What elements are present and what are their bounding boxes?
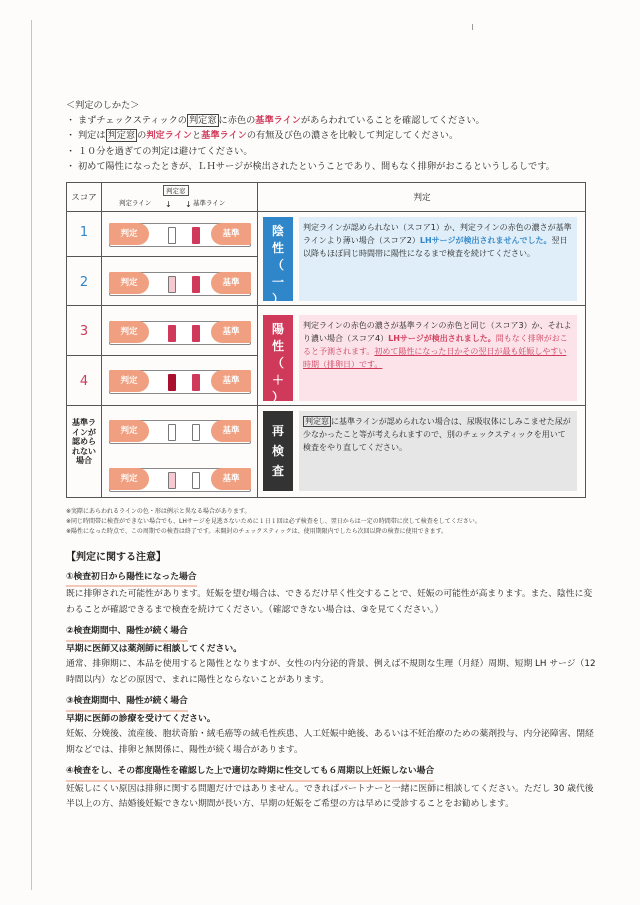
strip-judge-label: 判定 bbox=[109, 370, 149, 392]
positive-ovulation-note: 初めて陽性になった日かその翌日が最も妊娠しやすい時期（排卵日）です。 bbox=[303, 347, 567, 369]
judge-line-keyword: 判定ライン bbox=[146, 130, 192, 142]
left-margin-line bbox=[31, 20, 32, 890]
badge-char: 再 bbox=[271, 424, 284, 438]
base-line-keyword: 基準ライン bbox=[201, 130, 247, 142]
badge-char: ） bbox=[271, 390, 284, 404]
intro-text: に赤色の bbox=[218, 115, 256, 127]
negative-result: LHサージが検出されませんでした。 bbox=[419, 236, 552, 245]
caution-2-subheading: 早期に医師又は薬剤師に相談してください。 bbox=[66, 643, 242, 654]
intro-text: の有無及び色の濃さを比較して判定してください。 bbox=[246, 130, 459, 142]
badge-char: 査 bbox=[271, 464, 284, 478]
positive-prediction: 間もなく排卵がおこると予測されます。 bbox=[303, 334, 568, 356]
table-divider bbox=[257, 183, 258, 497]
footnote: ※実際にあらわれるラインの色・形は例示と異なる場合があります。 bbox=[66, 508, 251, 515]
retest-badge bbox=[263, 411, 293, 491]
intro-item-2: ・ 判定は 判定窓 の判定ラインと基準ラインの有無及び色の濃さを比較して判定してください。 bbox=[66, 130, 459, 142]
score-4: 4 bbox=[79, 374, 89, 389]
intro-heading: ＜判定のしかた＞ bbox=[66, 100, 140, 111]
caution-1-heading: ①検査初日から陽性になった場合 bbox=[66, 570, 197, 588]
intro-text: 初めて陽性になったときが、ＬＨサージが検出されたということであり、間もなく排卵がおこるというしるしです。 bbox=[78, 160, 555, 172]
caution-3-heading: ③検査期間中、陽性が続く場合 bbox=[66, 694, 188, 712]
base-line-keyword: 基準ライン bbox=[255, 115, 301, 127]
intro-text: まずチェックスティックの bbox=[78, 115, 187, 127]
score-2: 2 bbox=[79, 275, 89, 290]
caution-4-body: 妊娠しにくい原因は排卵に関する問題だけではありません。できればパートナーと一緒に医師に相談してください。ただし 30 歳代後半以上の方、結婚後妊娠できない期間が長い方、早期の妊娠をご希望の方は早めに受診することをお勧めします。 bbox=[66, 783, 594, 809]
negative-description: 判定ラインが認められない（スコア1）か、判定ラインの赤色の濃さが基準ラインより薄い場合（スコア2） bbox=[303, 223, 572, 245]
strip-no-base-1 bbox=[109, 420, 251, 444]
base-line-window bbox=[192, 424, 200, 441]
negative-instruction: 翌日以降もほぼ同じ時間帯に陽性になるまで検査を続けてください。 bbox=[303, 236, 568, 258]
row-divider bbox=[67, 305, 585, 306]
intro-text: 判定は bbox=[78, 130, 106, 142]
retest-description: に基準ラインが認められない場合は、尿吸収体にしみこませた尿が少なかったこと等が考えられますので、別のチェックスティックを用いて検査をやり直してください。 bbox=[303, 417, 571, 452]
window-keyword: 判定窓 bbox=[305, 417, 329, 426]
badge-char: 性 bbox=[271, 339, 284, 353]
caution-4-heading: ④検査をし、その都度陽性を確認した上で適切な時期に性交しても６周期以上妊娠しない場合 bbox=[66, 764, 434, 782]
intro-text: があらわれていることを確認してください。 bbox=[300, 115, 485, 127]
header-judge: 判定 bbox=[413, 193, 431, 203]
positive-result: LHサージが検出されました。 bbox=[388, 334, 496, 343]
header-base-line-label: 基準ライン bbox=[193, 199, 226, 207]
intro-text: の bbox=[137, 130, 147, 142]
base-line bbox=[192, 374, 200, 391]
row-divider bbox=[67, 355, 257, 356]
scan-mark bbox=[472, 24, 473, 30]
base-line-window bbox=[192, 472, 200, 489]
header-window-label: 判定窓 bbox=[163, 185, 189, 196]
judge-line bbox=[168, 325, 176, 342]
negative-badge bbox=[263, 217, 293, 306]
strip-score-3 bbox=[109, 321, 251, 345]
strip-judge-label: 判定 bbox=[109, 272, 149, 294]
arrow-down-icon: ↓ bbox=[185, 200, 192, 209]
score-3: 3 bbox=[79, 324, 89, 339]
intro-text: １０分を過ぎての判定は避けてください。 bbox=[78, 145, 253, 157]
strip-judge-label: 判定 bbox=[109, 321, 149, 343]
base-line bbox=[192, 276, 200, 293]
caution-2-body: 通常、排卵期に、本品を使用すると陽性となりますが、女性の内分泌的背景、例えば不規則な生理（月経）周期、短期 LH サージ（12時間以内）などの原因で、まれに陽性とならないことがあります。 bbox=[66, 659, 596, 685]
intro-item-1: ・ まずチェックスティックの 判定窓 に赤色の基準ラインがあらわれていることを確認してください。 bbox=[66, 115, 485, 127]
strip-no-base-2 bbox=[109, 468, 251, 492]
strip-base-label: 基準 bbox=[211, 223, 251, 245]
judge-line bbox=[168, 472, 176, 489]
judge-line-window bbox=[168, 227, 176, 244]
badge-char: 陰 bbox=[271, 224, 284, 238]
badge-char: （ bbox=[271, 356, 284, 370]
caution-1-body: 既に排卵された可能性があります。妊娠を望む場合は、できるだけ早く性交することで、妊娠の可能性が高まります。また、陰性に変わることが確認できるまで検査を続けてください。（確認できない場合は、③を見てください。） bbox=[66, 589, 593, 615]
retest-text bbox=[299, 411, 577, 491]
window-keyword: 判定窓 bbox=[188, 115, 217, 127]
retest-panel bbox=[263, 411, 581, 491]
strip-base-label: 基準 bbox=[211, 370, 251, 392]
cautions-section bbox=[66, 550, 596, 813]
negative-panel bbox=[263, 217, 581, 306]
window-keyword: 判定窓 bbox=[107, 130, 136, 142]
score-1: 1 bbox=[79, 225, 89, 240]
negative-text bbox=[299, 217, 577, 301]
intro-text: と bbox=[191, 130, 202, 142]
positive-panel bbox=[263, 315, 581, 404]
judging-method-section bbox=[66, 98, 586, 174]
no-base-line-label: 基準ラインが認められない場合 bbox=[72, 418, 96, 465]
table-divider bbox=[101, 183, 102, 497]
positive-text bbox=[299, 315, 577, 401]
header-score: スコア bbox=[71, 193, 97, 203]
caution-2-heading: ②検査期間中、陽性が続く場合 bbox=[66, 624, 188, 642]
strip-score-2 bbox=[109, 272, 251, 296]
badge-char: 一 bbox=[271, 275, 284, 289]
caution-3-body: 妊娠、分娩後、流産後、胞状奇胎・絨毛癌等の絨毛性疾患、人工妊娠中絶後、あるいは不妊治療のための薬剤投与、内分泌障害、閉経期などでは、排卵と無関係に、陽性が続く場合があります。 bbox=[66, 729, 594, 755]
arrow-down-icon: ↓ bbox=[165, 200, 172, 209]
header-judge-line-label: 判定ライン bbox=[119, 199, 152, 207]
judge-line bbox=[168, 276, 176, 293]
cautions-title: 【判定に関する注意】 bbox=[66, 552, 166, 563]
badge-char: （ bbox=[271, 258, 284, 272]
judgment-table bbox=[66, 182, 586, 498]
positive-badge bbox=[263, 315, 293, 404]
badge-char: ＋ bbox=[271, 373, 284, 387]
strip-judge-label: 判定 bbox=[109, 223, 149, 245]
base-line bbox=[192, 227, 200, 244]
row-divider bbox=[67, 256, 257, 257]
footnote: ※同じ時間帯に検査ができない場合でも、LHサージを見逃さないために１日１回は必ず検査をし、翌日からは一定の時間帯に戻して検査をしてください。 bbox=[66, 518, 481, 525]
base-line bbox=[192, 325, 200, 342]
footnotes bbox=[66, 507, 596, 537]
judge-line-window bbox=[168, 424, 176, 441]
strip-base-label: 基準 bbox=[211, 321, 251, 343]
badge-char: 検 bbox=[271, 444, 284, 458]
intro-item-3: ・ １０分を過ぎての判定は避けてください。 bbox=[66, 144, 586, 159]
strip-base-label: 基準 bbox=[211, 272, 251, 294]
positive-description: 判定ラインの赤色の濃さが基準ラインの赤色と同じ（スコア3）か、それより濃い場合（スコア4） bbox=[303, 321, 572, 343]
caution-3-subheading: 早期に医師の診療を受けてください。 bbox=[66, 713, 216, 724]
badge-char: 陽 bbox=[271, 322, 284, 336]
strip-score-1 bbox=[109, 223, 251, 247]
strip-base-label: 基準 bbox=[211, 420, 251, 442]
intro-item-4: ・ 初めて陽性になったときが、ＬＨサージが検出されたということであり、間もなく排卵がおこるというしるしです。 bbox=[66, 159, 586, 174]
footnote: ※陽性になった時点で、この周期での検査は終了です。未開封のチェックスティックは、使用期限内でしたら次回以降の検査に使用できます。 bbox=[66, 528, 448, 535]
badge-char: 性 bbox=[271, 241, 284, 255]
strip-judge-label: 判定 bbox=[109, 468, 149, 490]
judge-line bbox=[168, 374, 176, 391]
strip-score-4 bbox=[109, 370, 251, 394]
row-divider bbox=[67, 405, 585, 406]
strip-judge-label: 判定 bbox=[109, 420, 149, 442]
badge-char: ） bbox=[271, 292, 284, 306]
strip-base-label: 基準 bbox=[211, 468, 251, 490]
